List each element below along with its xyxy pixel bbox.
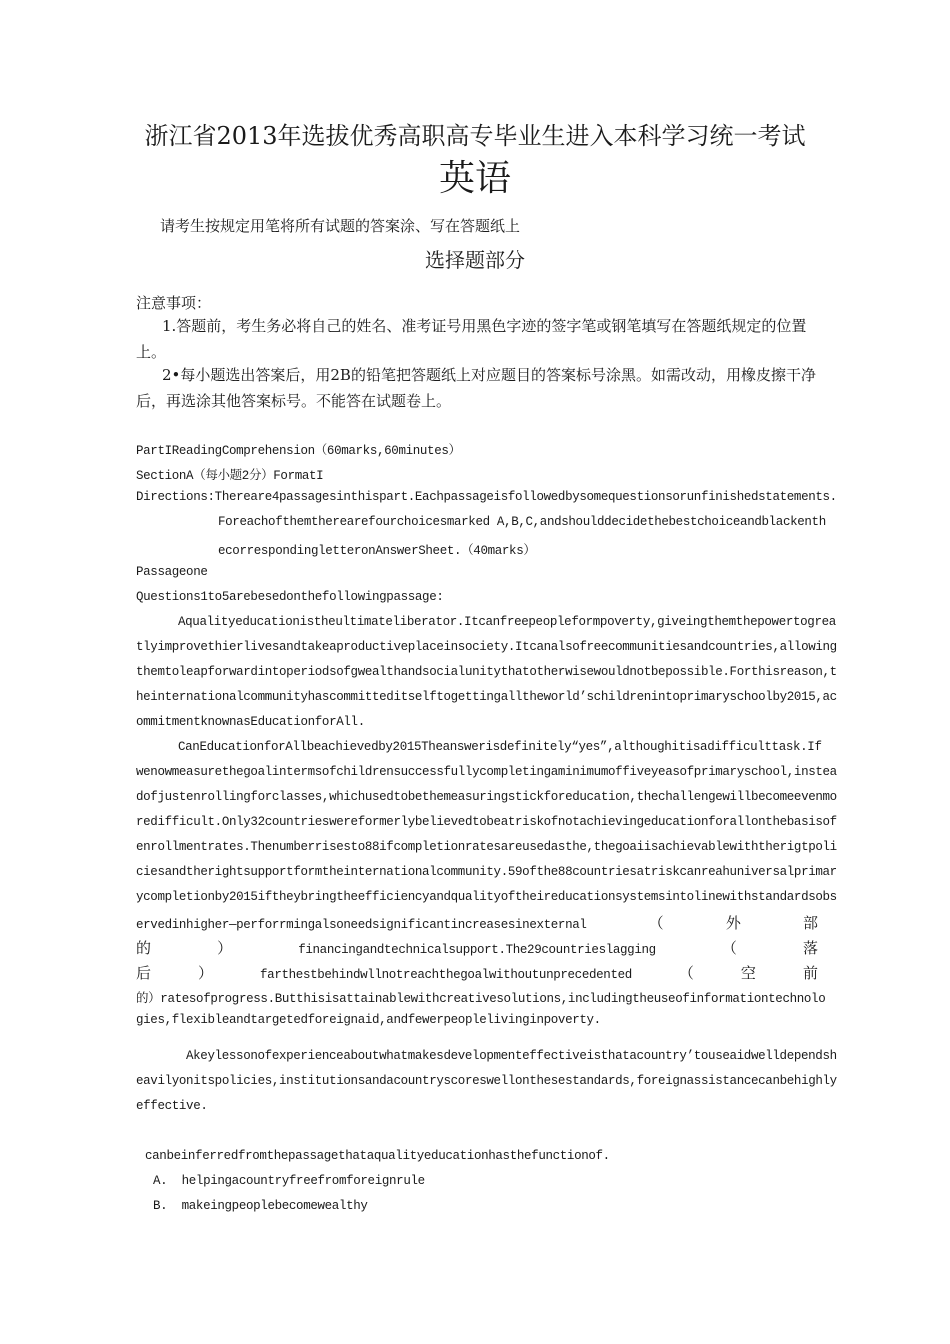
gloss-char: 空 [740,964,756,982]
directions-line: ecorrespondingletteronAnswerSheet.（40marks） [218,544,536,558]
gloss-char: 的 [136,939,152,957]
passage-line: ycompletionby2015iftheybringtheefficiencyandqualityoftheireducationsystemsintolinewithstandardsobs [136,890,837,904]
passage-line: gies,flexibleandtargetedforeignaid,andfewerpeoplelivinginpoverty. [136,1013,601,1027]
passage-line: dofjustenrollingforclasses,whichusedtobethemeasuringstickforeducation,thechallengewillbecomeevenmo [136,790,837,804]
section-a-title: SectionA（每小题2分）FormatI [136,469,324,483]
questions-intro: Questions1to5arebesedonthefollowingpassage: [136,590,444,604]
gloss-char: 后 [136,964,152,982]
passage-line [136,937,818,958]
passage-line: tlyimprovethierlivesandtakeaproductiveplaceinsociety.Itcanalsofreecommunitiesandcountries,allowing [136,640,837,654]
option-letter: B. [153,1199,168,1213]
gloss-char: 落 [802,939,818,957]
option-letter: A. [153,1174,168,1188]
passage-line: themtoleapforwardintoperiodsofgwealthandsocialunitythatotherwisewouldnotbepossible.Forthisreason,t [136,665,837,679]
note-item: 2•每小题选出答案后，用2B的铅笔把答题纸上对应题目的答案标号涂黑。如需改动，用橡皮擦干净后，再选涂其他答案标号。不能答在试题卷上。 [136,366,816,410]
passage-line: 的）ratesofprogress.Butthisisattainablewithcreativesolutions,includingtheuseofinformationtechnolo [136,992,826,1006]
option-text: makeingpeoplebecomewealthy [181,1199,368,1213]
passage-line: effective. [136,1099,208,1113]
passage-line: CanEducationforAllbeachievedby2015Theanswerisdefinitely“yes”,althoughitisadifficulttask.If [178,740,822,754]
passage-label: Passageone [136,565,208,579]
directions-line: Directions:Thereare4passagesinthispart.Eachpassageisfollowedbysomequestionsorunfinishedstatements. [136,490,837,504]
gloss-paren: ） [217,939,233,957]
gloss-paren: （ [678,964,694,982]
gloss-char: 部 [802,914,818,932]
section-heading: 选择题部分 [425,248,525,272]
question-stem: canbeinferredfromthepassagethataqualityeducationhasthefunctionof. [145,1149,610,1163]
exam-title: 浙江省2013年选拔优秀高职高专毕业生进入本科学习统一考试 [144,122,806,150]
directions-line: Foreachofthemtherearefourchoicesmarked A,B,C,andshoulddecidethebestchoiceandblackenth [218,515,826,529]
answer-option-b [153,1199,368,1213]
passage-line: Aqualityeducationistheultimateliberator.Itcanfreepeopleformpoverty,giveingthemthepowertogrea [178,615,836,629]
passage-line: Akeylessonofexperienceaboutwhatmakesdevelopmenteffectiveisthatacountry’touseaidwelldependsh [186,1049,837,1063]
passage-line: redifficult.Only32countrieswereformerlybelievedtobeatriskofnotachievingeducationforallonthebasisof [136,815,837,829]
notes-heading: 注意事项： [136,294,212,312]
note-item: 1.答题前，考生务必将自己的姓名、准考证号用黑色字迹的签字笔或钢笔填写在答题纸规定的位置上。 [136,317,807,361]
gloss-char: 外 [725,914,741,932]
gloss-paren: （ [648,914,664,932]
answer-instruction: 请考生按规定用笔将所有试题的答案涂、写在答题纸上 [160,217,521,235]
passage-line [136,912,818,933]
gloss-paren: ） [198,964,214,982]
passage-line: ommitmentknownasEducationforAll. [136,715,365,729]
passage-line: eavilyonitspolicies,institutionsandacountryscoreswellonthesestandards,foreignassistancecanbehighly [136,1074,837,1088]
option-text: helpingacountryfreefromforeignrule [181,1174,425,1188]
gloss-char: 前 [802,964,818,982]
passage-line: wenowmeasurethegoalintermsofchildrensuccessfullycompletingaminimumoffiveyeasofprimaryschool,instea [136,765,837,779]
part-title: PartIReadingComprehension（60marks,60minutes） [136,444,461,458]
passage-text: ervedinhigher—perforrmingalsoneedsignificantincreasesinexternal [136,918,587,932]
answer-option-a [153,1174,425,1188]
passage-line: heinternationalcommunityhascommitteditselftogettingalltheworld’schildrenintoprimaryschoolby2015,ac [136,690,837,704]
subject-title: 英语 [438,158,511,199]
passage-text: farthestbehindwllnotreachthegoalwithoutunprecedented [260,968,632,982]
passage-line: ciesandtherightsupportformtheinternationalcommunity.59ofthe88countriesatriskcanreahuniversalprimar [136,865,837,879]
passage-line: enrollmentrates.Thenumberrisesto88ifcompletionratesareusedasthe,thegoaiisachievablewiththerigtpoli [136,840,837,854]
passage-line [136,962,818,983]
passage-text: financingandtechnicalsupport.The29countrieslagging [298,943,656,957]
gloss-paren: （ [721,939,737,957]
